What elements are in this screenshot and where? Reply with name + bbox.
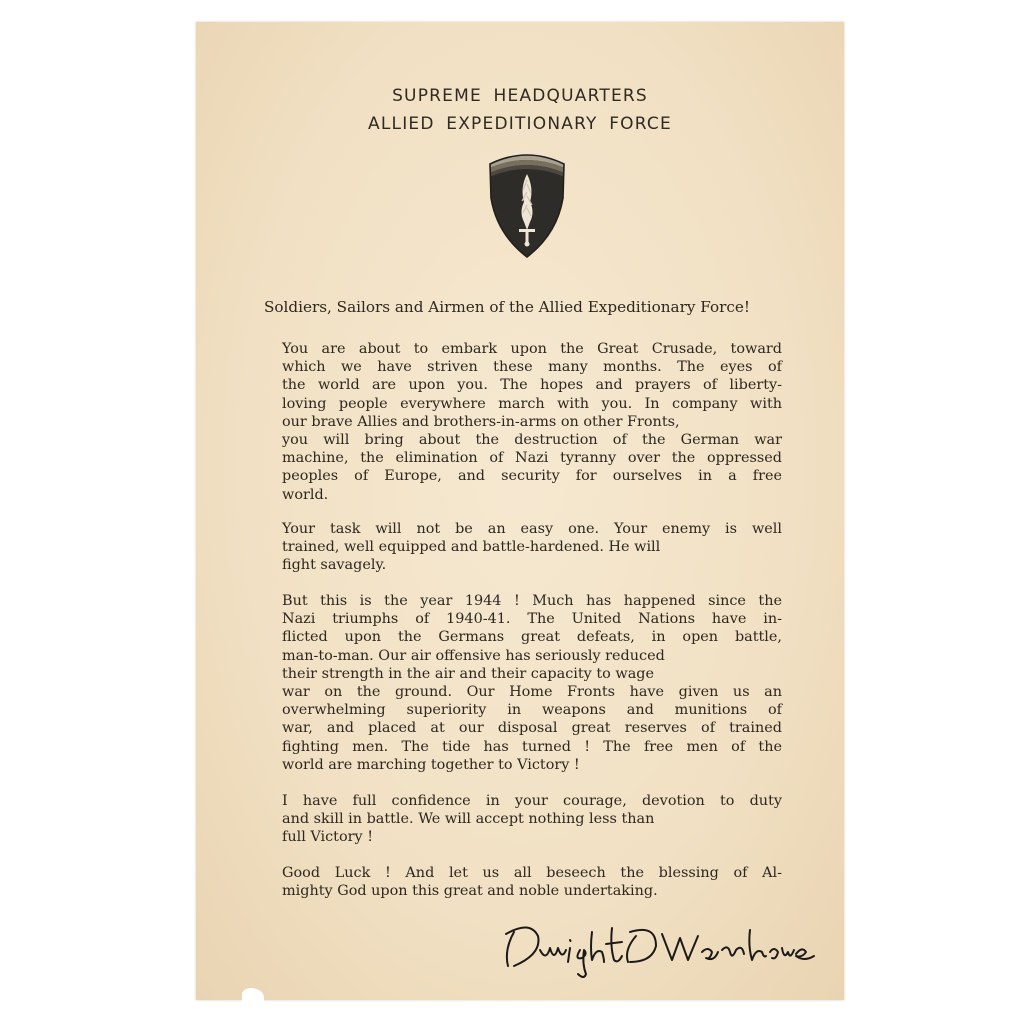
paragraph-line: I have full confidence in your courage, devotion to duty: [282, 793, 782, 809]
paragraph-line: full Victory !: [282, 829, 373, 846]
paragraph-line: Your task will not be an easy one. Your enemy is well: [282, 521, 782, 537]
document-sheet: [196, 22, 844, 1000]
paragraph-line: world.: [282, 486, 329, 503]
paragraph-line: war on the ground. Our Home Fronts have given us an: [282, 684, 782, 701]
paragraph-line: flicted upon the Germans great defeats, in open battle,: [282, 629, 782, 646]
paragraph-4: [282, 792, 782, 847]
paragraph-line: the world are upon you. The hopes and prayers of liberty-: [282, 377, 782, 394]
paragraph-line: you will bring about the destruction of the German war: [282, 432, 782, 449]
paragraph-line: mighty God upon this great and noble undertaking.: [282, 883, 658, 900]
paragraph-line: war, and placed at our disposal great reserves of trained: [282, 720, 782, 737]
paragraph-1: [282, 340, 782, 504]
paragraph-line: overwhelming superiority in weapons and munitions of: [282, 702, 782, 719]
shaef-shield-flaming-sword-icon: [487, 150, 567, 258]
paragraph-line: But this is the year 1944 ! Much has happened since the: [282, 593, 782, 609]
paragraph-2: [282, 520, 782, 575]
paragraph-line: trained, well equipped and battle-hardened. He will: [282, 539, 661, 556]
salutation: Soldiers, Sailors and Airmen of the Allied Expeditionary Force!: [264, 298, 750, 316]
header-line-2: ALLIED EXPEDITIONARY FORCE: [368, 114, 672, 134]
paragraph-line: You are about to embark upon the Great Crusade, toward: [282, 341, 782, 357]
paragraph-line: loving people everywhere march with you. In company with: [282, 395, 782, 412]
paragraph-line: our brave Allies and brothers-in-arms on other Fronts,: [282, 413, 680, 430]
paragraph-5: [282, 864, 782, 900]
paragraph-3: [282, 592, 782, 774]
paragraph-line: and skill in battle. We will accept nothing less than: [282, 811, 655, 828]
paragraph-line: man-to-man. Our air offensive has seriously reduced: [282, 647, 665, 664]
paragraph-line: peoples of Europe, and security for ourselves in a free: [282, 468, 782, 485]
eisenhower-signature: [496, 910, 816, 980]
paragraph-line: machine, the elimination of Nazi tyranny over the oppressed: [282, 450, 782, 467]
paragraph-line: world are marching together to Victory !: [282, 756, 580, 773]
header-line-1: SUPREME HEADQUARTERS: [392, 86, 648, 106]
paragraph-line: Nazi triumphs of 1940-41. The United Nations have in-: [282, 611, 782, 628]
paragraph-line: their strength in the air and their capacity to wage: [282, 665, 654, 682]
paragraph-line: Good Luck ! And let us all beseech the blessing of Al-: [282, 865, 782, 881]
paragraph-line: which we have striven these many months. The eyes of: [282, 359, 782, 376]
paragraph-line: fighting men. The tide has turned ! The free men of the: [282, 738, 782, 755]
paragraph-line: fight savagely.: [282, 557, 387, 574]
